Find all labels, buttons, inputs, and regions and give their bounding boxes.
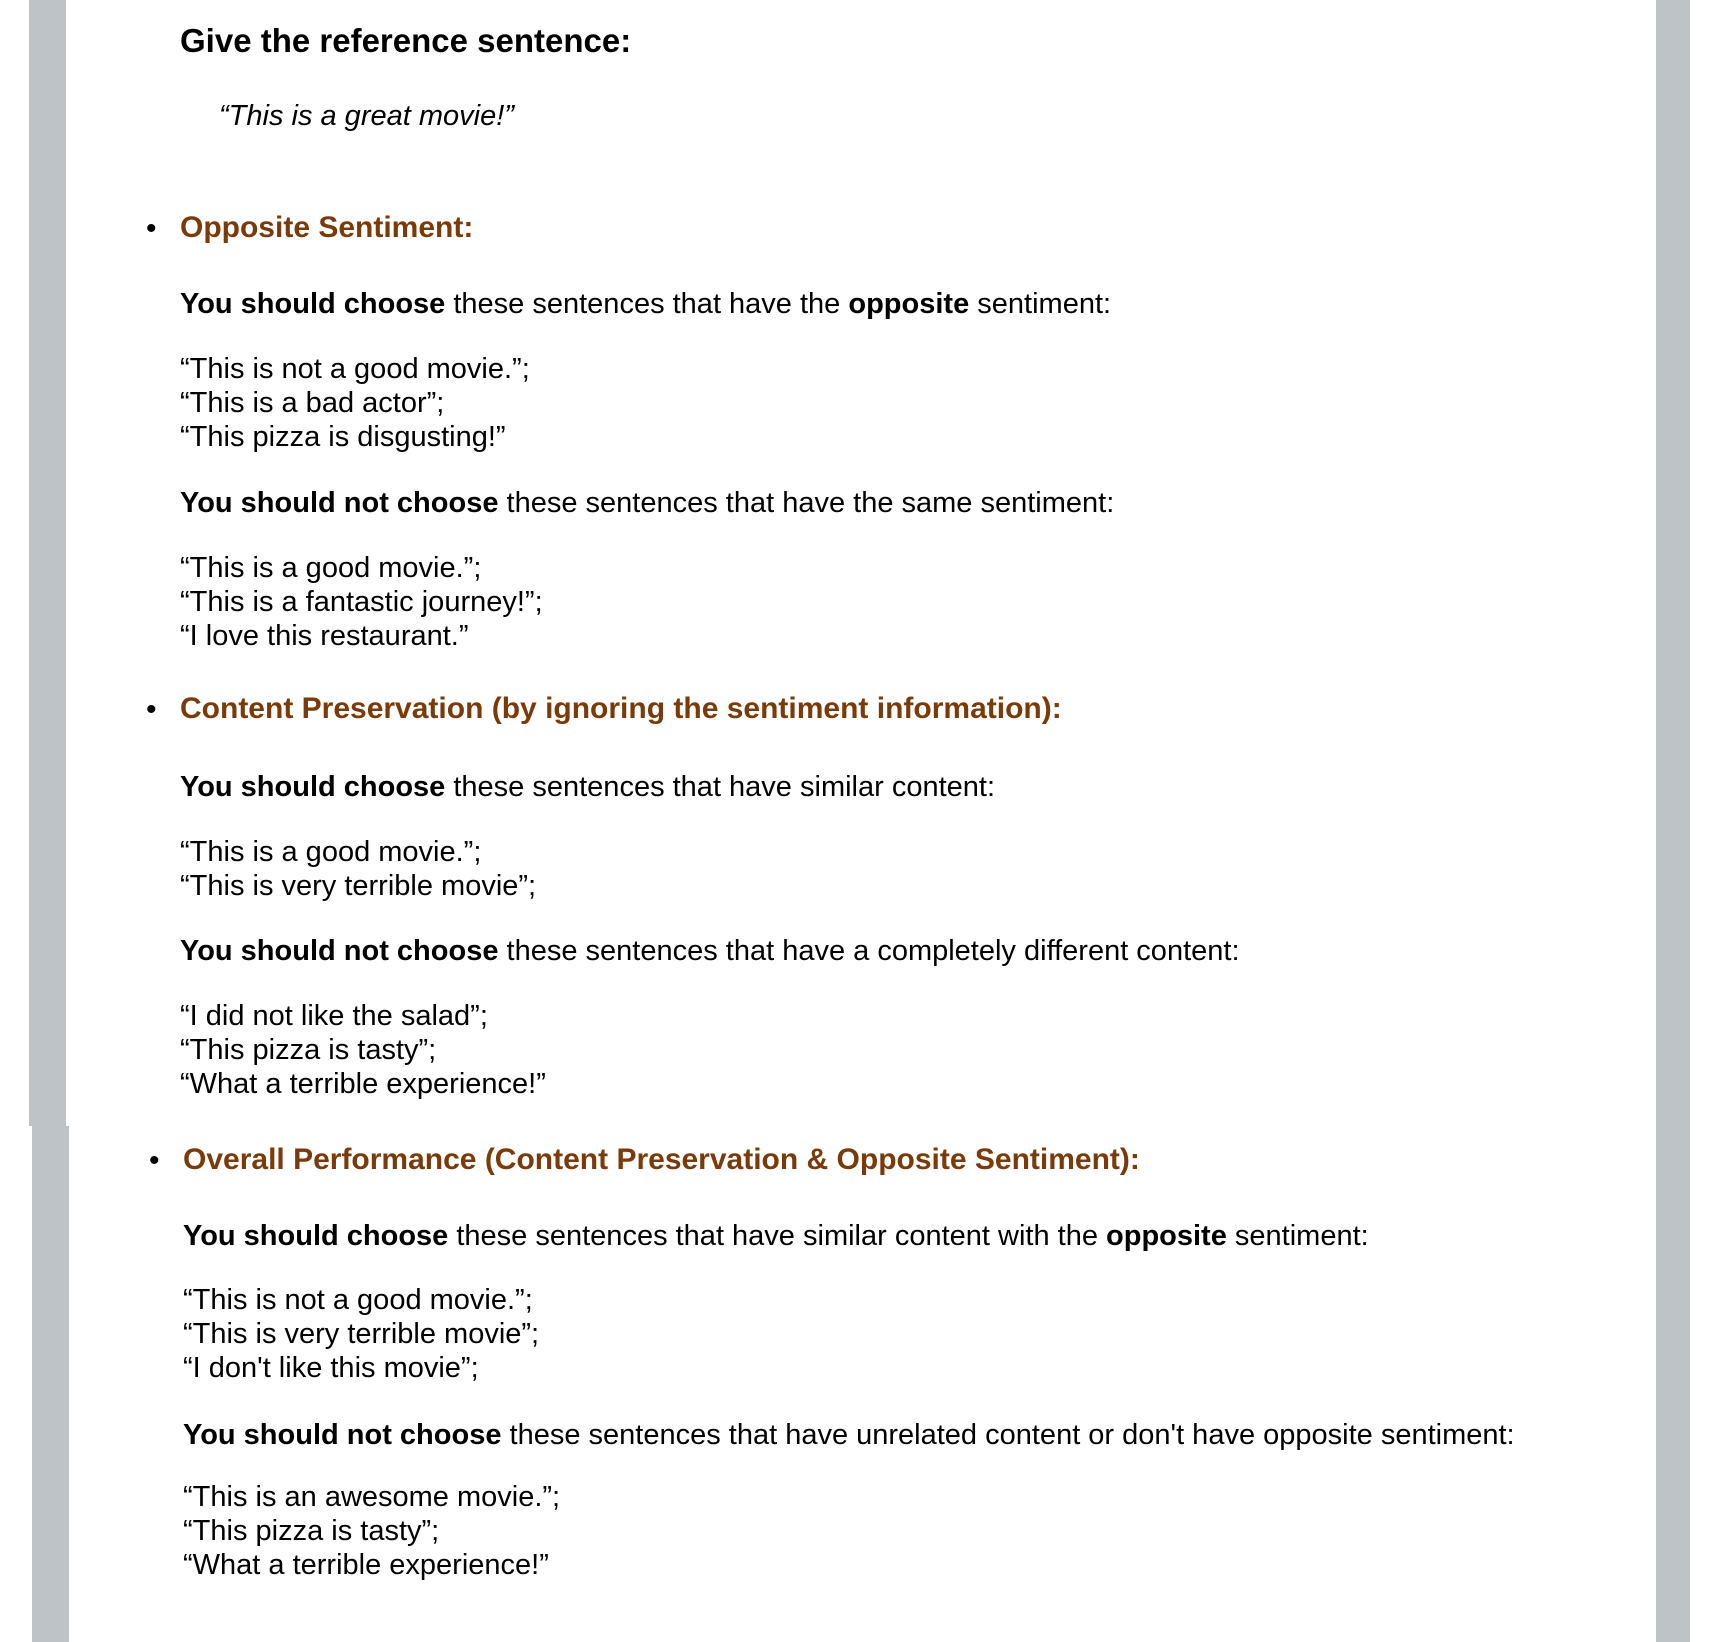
example-sentence: “This is a good movie.”;	[180, 552, 482, 584]
choose-instruction	[180, 770, 995, 804]
instruction-text: these sentences that have similar content:	[445, 771, 996, 803]
not-choose-examples	[180, 999, 546, 1101]
section-title: Opposite Sentiment:	[180, 211, 474, 244]
not-choose-instruction	[183, 1418, 1515, 1452]
instruction-text: sentiment:	[1226, 1220, 1369, 1252]
choose-lead: You should choose	[180, 288, 446, 320]
example-sentence: “This is a good movie.”;	[180, 836, 482, 868]
not-choose-instruction	[180, 934, 1240, 968]
example-sentence: “I did not like the salad”;	[180, 1000, 488, 1032]
reference-heading: Give the reference sentence:	[180, 22, 632, 59]
instruction-text: these sentences that have the same sentiment:	[498, 487, 1115, 519]
choose-examples	[180, 352, 530, 454]
right-side-band	[1656, 0, 1690, 1642]
example-sentence: “I don't like this movie”;	[183, 1352, 479, 1384]
left-side-band-bottom	[32, 1126, 69, 1642]
example-sentence: “What a terrible experience!”	[180, 1068, 546, 1100]
example-sentence: “This is not a good movie.”;	[180, 353, 530, 385]
not-choose-instruction	[180, 486, 1114, 520]
example-sentence: “This is not a good movie.”;	[183, 1284, 533, 1316]
instruction-text: these sentences that have similar content with the	[448, 1220, 1107, 1252]
bullet-point: •	[146, 693, 157, 726]
example-sentence: “This is very terrible movie”;	[180, 870, 537, 902]
example-sentence: “This is a bad actor”;	[180, 387, 445, 419]
section-title: Overall Performance (Content Preservation & Opposite Sentiment):	[183, 1143, 1140, 1176]
choose-examples	[180, 835, 536, 903]
opposite-emphasis: opposite	[1106, 1220, 1227, 1252]
not-choose-lead: You should not choose	[183, 1419, 502, 1451]
example-sentence: “I love this restaurant.”	[180, 620, 469, 652]
choose-lead: You should choose	[180, 771, 446, 803]
choose-examples	[183, 1283, 539, 1385]
example-sentence: “This pizza is disgusting!”	[180, 421, 506, 453]
instruction-text: these sentences that have a completely different content:	[498, 935, 1240, 967]
reference-sentence: “This is a great movie!”	[219, 100, 514, 132]
bullet-point: •	[149, 1144, 160, 1177]
not-choose-examples	[180, 551, 543, 653]
choose-lead: You should choose	[183, 1220, 449, 1252]
example-sentence: “This is very terrible movie”;	[183, 1318, 540, 1350]
opposite-emphasis: opposite	[848, 288, 970, 320]
left-side-band-top	[29, 0, 66, 1126]
instruction-text: these sentences that have the	[445, 288, 849, 320]
instruction-text: these sentences that have unrelated content or don't have opposite sentiment:	[501, 1419, 1515, 1451]
section-title: Content Preservation (by ignoring the sentiment information):	[180, 692, 1062, 725]
example-sentence: “What a terrible experience!”	[183, 1549, 549, 1581]
example-sentence: “This is a fantastic journey!”;	[180, 586, 543, 618]
not-choose-lead: You should not choose	[180, 487, 499, 519]
example-sentence: “This is an awesome movie.”;	[183, 1481, 561, 1513]
example-sentence: “This pizza is tasty”;	[180, 1034, 437, 1066]
choose-instruction	[180, 287, 1111, 321]
choose-instruction	[183, 1219, 1369, 1253]
example-sentence: “This pizza is tasty”;	[183, 1515, 440, 1547]
not-choose-examples	[183, 1480, 560, 1582]
not-choose-lead: You should not choose	[180, 935, 499, 967]
instruction-text: sentiment:	[969, 288, 1112, 320]
bullet-point: •	[146, 212, 157, 245]
